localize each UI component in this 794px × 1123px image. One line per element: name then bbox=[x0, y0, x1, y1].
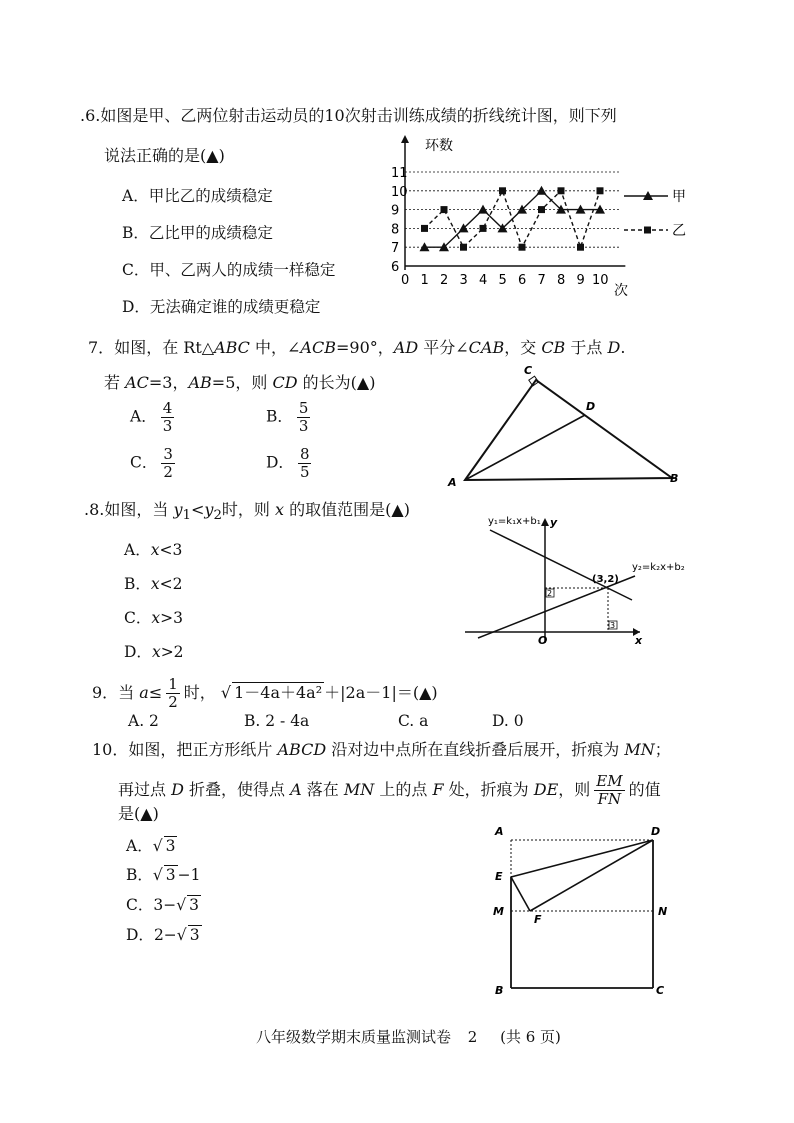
q7-option-c bbox=[130, 446, 179, 481]
q9-close: ) bbox=[431, 683, 438, 702]
x-tick-label: 3 bbox=[459, 273, 468, 288]
label-c: C bbox=[524, 364, 533, 377]
option-letter: C． bbox=[126, 896, 154, 914]
option-letter: B． bbox=[126, 866, 153, 884]
q10-text: 落在 bbox=[301, 780, 344, 799]
option-letter: D． bbox=[126, 926, 154, 944]
data-point-yi bbox=[538, 206, 545, 213]
q10-text: 上的点 bbox=[374, 780, 433, 799]
q10-text: 如图，把正方形纸片 bbox=[128, 740, 278, 759]
y-tick-label: 8 bbox=[391, 222, 400, 238]
option-var: x bbox=[150, 575, 160, 593]
q8-stem bbox=[84, 500, 410, 526]
numerator: EM bbox=[596, 772, 623, 790]
fraction bbox=[594, 773, 624, 808]
q8-option-c bbox=[124, 606, 183, 628]
option-text: <3 bbox=[159, 541, 183, 559]
q7-text: 如图，在 Rt△ bbox=[114, 338, 215, 357]
q8-option-a bbox=[124, 538, 182, 560]
x-tick-label: 5 bbox=[498, 273, 507, 288]
triangle-abc bbox=[465, 380, 672, 480]
q10-var: F bbox=[432, 780, 444, 799]
q6-line2 bbox=[104, 146, 225, 166]
q7-var: CAB bbox=[468, 338, 505, 357]
y-tick-label: 10 bbox=[391, 184, 408, 200]
radicand: 3 bbox=[165, 837, 176, 855]
abs-value: |2a－1| bbox=[340, 683, 397, 702]
q7-text: . bbox=[620, 338, 626, 357]
box-2-label: 2 bbox=[547, 589, 553, 598]
y-tick-label: 11 bbox=[391, 166, 408, 181]
q10-text: 折叠，使得点 bbox=[183, 780, 291, 799]
q8-linear-graph bbox=[460, 508, 700, 648]
label-c: C bbox=[656, 984, 665, 997]
answer-mark-icon: ▲ bbox=[140, 804, 153, 823]
q9-option-a: A. 2 bbox=[128, 712, 159, 730]
q8-text: 的取值范围是( bbox=[284, 500, 392, 519]
q7-text: =90°， bbox=[335, 338, 394, 357]
q10-text: 的值 bbox=[628, 780, 661, 799]
x-tick-label: 0 bbox=[401, 273, 410, 288]
y-tick-label: 6 bbox=[391, 260, 400, 275]
x-tick-label: 7 bbox=[537, 273, 546, 288]
x-tick-label: 1 bbox=[420, 273, 429, 288]
q6-stem-line2: 说法正确的是( bbox=[104, 146, 207, 165]
legend-label-yi: 乙 bbox=[672, 223, 686, 239]
sqrt-icon: √ bbox=[176, 896, 187, 914]
y-tick-label: 9 bbox=[391, 203, 400, 219]
q9-stem bbox=[92, 676, 438, 711]
q7-var: CB bbox=[541, 338, 566, 357]
q6-stem-line1: 如图是甲、乙两位射击运动员的10次射击训练成绩的折线统计图，则下列 bbox=[100, 106, 617, 125]
label-x: x bbox=[635, 634, 643, 647]
data-point-jia bbox=[537, 186, 547, 195]
q10-number: 10． bbox=[92, 740, 129, 759]
denominator: 3 bbox=[298, 417, 309, 435]
q8-text: 如图，当 bbox=[104, 500, 174, 519]
data-point-yi bbox=[480, 225, 487, 232]
q7-text: 中，∠ bbox=[249, 338, 301, 357]
label-b: B bbox=[495, 984, 504, 997]
denominator: 2 bbox=[168, 693, 178, 711]
label-y: y bbox=[550, 516, 558, 529]
q10-text: 再过点 bbox=[118, 780, 172, 799]
label-origin: O bbox=[538, 634, 548, 647]
footer-title: 八年级数学期末质量监测试卷 bbox=[256, 1028, 452, 1046]
answer-mark-icon: ▲ bbox=[356, 373, 370, 392]
q6-line-chart bbox=[380, 130, 700, 302]
x-tick-label: 2 bbox=[440, 273, 449, 288]
x-tick-label: 4 bbox=[479, 273, 488, 288]
q10-square-figure bbox=[488, 820, 678, 1000]
q7-line2 bbox=[104, 373, 375, 393]
x-tick-label: 9 bbox=[576, 273, 585, 288]
fraction bbox=[297, 400, 311, 435]
q8-text: < bbox=[190, 500, 205, 519]
option-text: 2− bbox=[153, 926, 177, 944]
q10-option-c bbox=[126, 893, 201, 915]
label-line1: y₁=k₁x+b₁ bbox=[488, 516, 541, 527]
fraction bbox=[166, 676, 180, 711]
label-point: (3,2) bbox=[592, 574, 619, 585]
q7-line1 bbox=[88, 338, 625, 358]
option-letter: A． bbox=[126, 837, 153, 855]
label-n: N bbox=[658, 905, 668, 918]
numerator: 4 bbox=[162, 399, 173, 417]
fraction bbox=[161, 446, 175, 481]
footer-page: 2 bbox=[467, 1028, 478, 1046]
data-point-yi bbox=[597, 187, 604, 194]
y-axis-arrow-icon bbox=[401, 135, 409, 143]
q9-text: ＝( bbox=[396, 683, 420, 702]
q9-var: a bbox=[139, 683, 149, 702]
q7-var: AD bbox=[393, 338, 419, 357]
denominator: 5 bbox=[299, 463, 310, 481]
chart-ylabel: 环数 bbox=[425, 138, 453, 154]
q9-number: 9． bbox=[92, 683, 119, 702]
q10-text: ，则 bbox=[558, 780, 591, 799]
option-text: <2 bbox=[159, 575, 183, 593]
sqrt-icon: √ bbox=[176, 926, 187, 944]
q8-sub: 2 bbox=[213, 508, 222, 524]
chart-axes bbox=[401, 135, 625, 270]
q9-option-c: C. a bbox=[398, 712, 429, 730]
numerator: 3 bbox=[163, 445, 173, 463]
q10-text: 是( bbox=[118, 804, 141, 823]
chart-series bbox=[420, 186, 606, 251]
option-text: >3 bbox=[160, 609, 183, 627]
option-letter: D． bbox=[124, 643, 152, 661]
label-d: D bbox=[651, 825, 661, 838]
q7-text: 若 bbox=[104, 373, 126, 392]
option-letter: D． bbox=[266, 453, 294, 472]
q7-text: 平分∠ bbox=[418, 338, 469, 357]
radicand: 3 bbox=[165, 866, 176, 884]
label-f: F bbox=[534, 913, 542, 926]
q8-option-d bbox=[124, 640, 184, 662]
q9-text: ≤ bbox=[148, 683, 163, 702]
answer-mark-icon: ▲ bbox=[391, 500, 404, 519]
x-tick-label: 8 bbox=[557, 273, 566, 288]
q10-var: D bbox=[171, 780, 184, 799]
q7-option-a bbox=[130, 400, 178, 435]
data-point-jia bbox=[478, 205, 488, 214]
data-point-yi bbox=[460, 244, 467, 251]
q10-var: ABCD bbox=[277, 740, 327, 759]
fraction bbox=[298, 446, 312, 481]
q8-var: x bbox=[275, 500, 285, 519]
q6-option-a: A．甲比乙的成绩稳定 bbox=[122, 187, 273, 205]
q10-option-b bbox=[126, 863, 201, 885]
q8-option-b bbox=[124, 572, 183, 594]
q8-var: y bbox=[204, 500, 214, 519]
y-axis-arrow-icon bbox=[541, 518, 549, 526]
y-tick-label: 7 bbox=[391, 241, 400, 257]
radicand: 3 bbox=[189, 896, 199, 914]
q6-number: .6. bbox=[80, 106, 101, 125]
x-tick-label: 6 bbox=[518, 273, 527, 288]
q7-text: =5，则 bbox=[211, 373, 273, 392]
q7-text: =3， bbox=[148, 373, 189, 392]
q6-option-b: B．乙比甲的成绩稳定 bbox=[122, 224, 273, 242]
legend-label-jia: 甲 bbox=[672, 189, 686, 205]
series-line-2 bbox=[425, 191, 601, 247]
x-tick-label: 10 bbox=[592, 273, 609, 288]
q10-text: ； bbox=[654, 740, 671, 759]
q9-text: 当 bbox=[118, 683, 140, 702]
q8-close: ) bbox=[403, 500, 410, 519]
q8-number: .8. bbox=[84, 500, 105, 519]
sqrt-icon: √ bbox=[220, 683, 232, 702]
q8-text: 时，则 bbox=[221, 500, 276, 519]
option-letter: B． bbox=[124, 575, 151, 593]
q7-text: 的长为( bbox=[297, 373, 357, 392]
denominator: 3 bbox=[162, 417, 173, 435]
q10-line2 bbox=[118, 773, 661, 808]
q10-var: DE bbox=[533, 780, 559, 799]
q10-option-d bbox=[126, 923, 202, 945]
q7-var: AC bbox=[125, 373, 149, 392]
segment-de bbox=[511, 840, 653, 877]
segment-ad bbox=[465, 415, 585, 480]
numerator: 5 bbox=[298, 399, 309, 417]
option-var: x bbox=[151, 609, 161, 627]
label-a: A bbox=[448, 476, 457, 489]
radicand: 3 bbox=[189, 926, 200, 944]
segment-ef bbox=[511, 877, 530, 911]
sqrt-icon: √ bbox=[152, 866, 163, 884]
q10-var: MN bbox=[624, 740, 655, 759]
chart-legend bbox=[624, 189, 686, 239]
q6-line1 bbox=[80, 106, 617, 126]
label-a: A bbox=[495, 825, 504, 838]
chart-xlabel: 次 bbox=[614, 283, 628, 299]
option-text: 3− bbox=[153, 896, 177, 914]
q10-text: 沿对边中点所在直线折叠后展开，折痕为 bbox=[326, 740, 625, 759]
label-line2: y₂=k₂x+b₂ bbox=[632, 562, 685, 573]
option-var: x bbox=[150, 541, 160, 559]
q7-option-b bbox=[266, 400, 314, 435]
q9-text: 时， bbox=[183, 683, 216, 702]
q8-sub: 1 bbox=[182, 508, 191, 524]
radicand: 1－4a＋4a² bbox=[234, 683, 323, 702]
option-letter: C． bbox=[124, 609, 152, 627]
denominator: 2 bbox=[163, 463, 173, 481]
data-point-yi bbox=[441, 206, 448, 213]
label-m: M bbox=[493, 905, 504, 918]
data-point-yi bbox=[577, 244, 584, 251]
label-b: B bbox=[670, 472, 679, 485]
option-letter: A． bbox=[124, 541, 151, 559]
q10-line3 bbox=[118, 804, 159, 824]
sqrt-icon: √ bbox=[152, 837, 163, 855]
q7-var: D bbox=[607, 338, 621, 357]
segment-fd bbox=[530, 840, 653, 911]
q8-var: y bbox=[173, 500, 183, 519]
box-3-label: 3 bbox=[610, 621, 616, 630]
q6-option-c: C．甲、乙两人的成绩一样稳定 bbox=[122, 261, 336, 279]
data-point-yi bbox=[519, 244, 526, 251]
option-var: x bbox=[151, 643, 161, 661]
q10-var: MN bbox=[343, 780, 375, 799]
q9-option-b: B. 2 - 4a bbox=[244, 712, 310, 730]
option-letter: C． bbox=[130, 453, 158, 472]
fraction bbox=[161, 400, 175, 435]
numerator: 8 bbox=[299, 445, 310, 463]
option-letter: B． bbox=[266, 407, 293, 426]
q7-var: CD bbox=[272, 373, 298, 392]
label-e: E bbox=[495, 870, 503, 883]
q7-text: ，交 bbox=[504, 338, 542, 357]
q7-option-d bbox=[266, 446, 315, 481]
denominator: FN bbox=[597, 790, 622, 808]
q7-var: AB bbox=[188, 373, 212, 392]
numerator: 1 bbox=[168, 675, 178, 693]
data-point-yi bbox=[499, 187, 506, 194]
answer-mark-icon: ▲ bbox=[419, 683, 432, 702]
data-point-yi bbox=[421, 225, 428, 232]
option-letter: A． bbox=[130, 407, 157, 426]
q7-var: ACB bbox=[300, 338, 336, 357]
page-footer bbox=[256, 1026, 561, 1047]
q7-number: 7． bbox=[88, 338, 115, 357]
option-text: >2 bbox=[160, 643, 184, 661]
q10-line1 bbox=[92, 740, 671, 760]
label-d: D bbox=[586, 400, 596, 413]
q6-option-d: D．无法确定谁的成绩更稳定 bbox=[122, 298, 321, 316]
q7-close: ) bbox=[369, 373, 376, 392]
legend-marker-yi bbox=[644, 227, 651, 234]
q10-text: 处，折痕为 bbox=[443, 780, 534, 799]
q6-close: ) bbox=[218, 146, 225, 165]
q10-option-a bbox=[126, 834, 177, 856]
q7-triangle-figure bbox=[440, 360, 690, 495]
data-point-yi bbox=[558, 187, 565, 194]
footer-total: (共 6 页) bbox=[500, 1028, 561, 1046]
line-y1 bbox=[490, 530, 632, 600]
q10-close: ) bbox=[152, 804, 159, 823]
q9-text: ＋ bbox=[324, 683, 341, 702]
q7-text: 于点 bbox=[565, 338, 608, 357]
q9-option-d: D. 0 bbox=[492, 712, 524, 730]
q7-var: ABC bbox=[214, 338, 250, 357]
answer-mark-icon: ▲ bbox=[206, 146, 219, 165]
q10-var: A bbox=[290, 780, 302, 799]
option-text: −1 bbox=[177, 866, 201, 884]
